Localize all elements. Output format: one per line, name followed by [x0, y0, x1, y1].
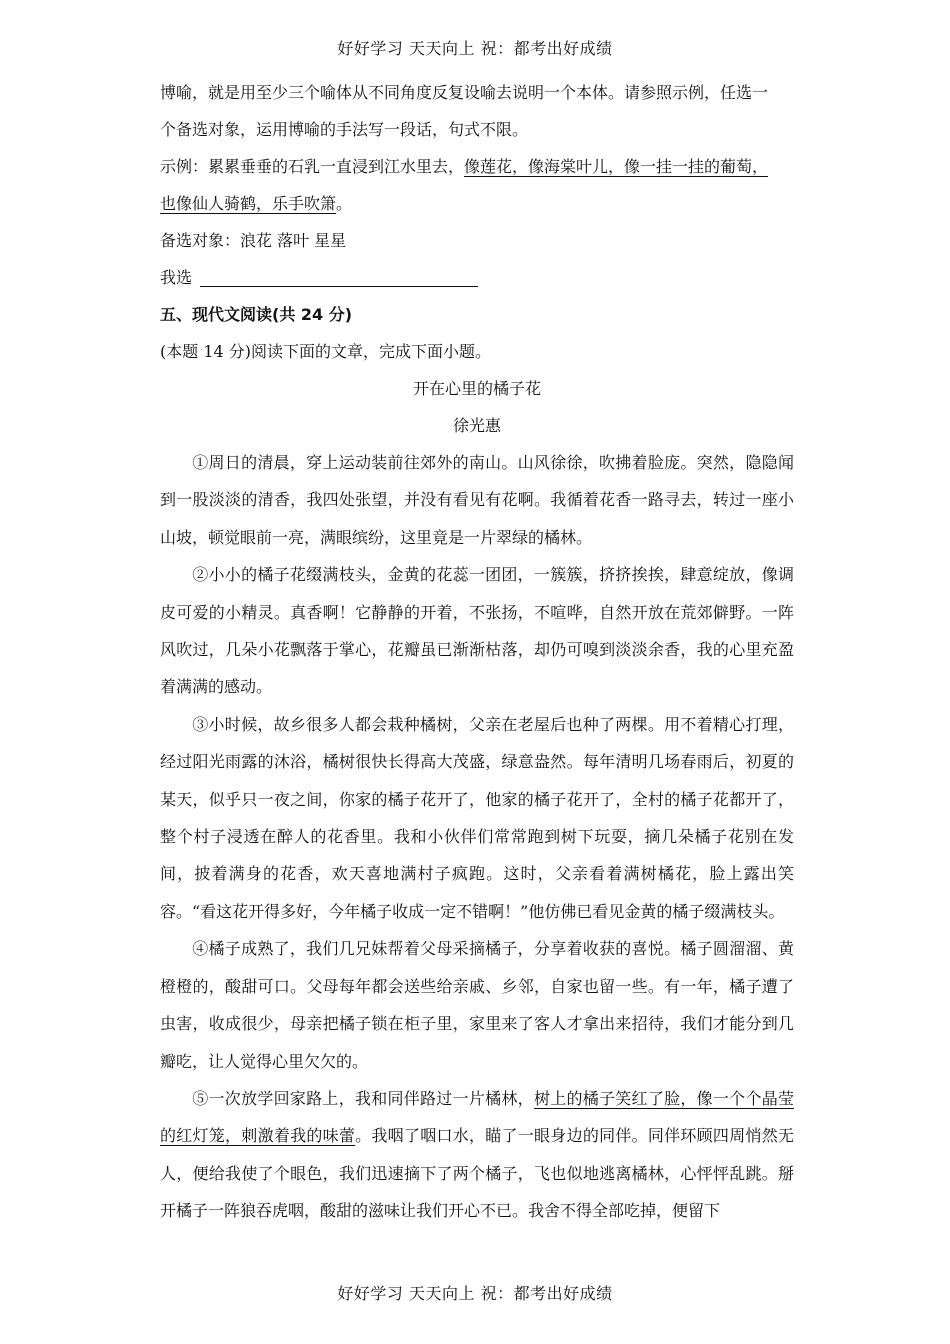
section-intro: (本题 14 分)阅读下面的文章，完成下面小题。 — [160, 342, 492, 361]
paragraph-3-text: ③小时候，故乡很多人都会栽种橘树，父亲在老屋后也种了两棵。用不着精心打理，经过阳光雨露的沐浴，橘树很快长得高大茂盛，绿意盎然。每年清明几场春雨后，初夏的某天，似乎只一夜之间，你家的橘子花开了，他家的橘子花开了，全村的橘子花都开了，整个村子浸透在醉人的花香里。我和小伙伴们常常跑到树下玩耍，摘几朵橘子花别在发间，披着满身的花香，欢天喜地满村子疯跑。这时，父亲看着满树橘花，脸上露出笑容。“看这花开得多好，今年橘子收成一定不错啊！”他仿佛已看见金黄的橘子缀满枝头。 — [160, 714, 794, 921]
page-header: 好好学习 天天向上 祝：都考出好成绩 — [337, 39, 613, 58]
article-title: 开在心里的橘子花 — [412, 379, 541, 398]
example-label: 示例：累累垂垂的石乳一直浸到江水里去， — [160, 157, 465, 176]
answer-label: 我选 — [160, 268, 193, 287]
answer-line — [160, 259, 794, 296]
paragraph-5 — [160, 1080, 794, 1230]
example-underlined-1: 像莲花，像海棠叶儿，像一挂一挂的葡萄， — [464, 157, 769, 176]
example-end: 。 — [336, 194, 353, 213]
paragraph-2 — [160, 556, 794, 706]
paragraph-5-underlined: 树上的橘子笑红了脸，像一个个晶莹的红灯笼，刺激着我的味蕾 — [160, 1088, 794, 1146]
page-footer: 好好学习 天天向上 祝：都考出好成绩 — [337, 1284, 613, 1303]
article-body — [160, 444, 794, 1230]
article-author: 徐光惠 — [452, 416, 501, 435]
paragraph-3 — [160, 706, 794, 930]
page-content — [160, 74, 794, 1230]
options-line: 备选对象：浪花 落叶 星星 — [160, 231, 347, 250]
section-title: 五、现代文阅读(共 24 分) — [160, 305, 353, 324]
paragraph-2-text: ②小小的橘子花缀满枝头，金黄的花蕊一团团，一簇簇，挤挤挨挨，肆意绽放，像调皮可爱的小精灵。真香啊！它静静的开着，不张扬，不喧哗，自然开放在荒郊僻野。一阵风吹过，几朵小花飘落于掌心，花瓣虽已渐渐枯落，却仍可嗅到淡淡余香，我的心里充盈着满满的感动。 — [160, 565, 794, 697]
paragraph-5-text-b: 。我咽了咽口水，瞄了一眼身边的同伴。同伴环顾四周悄然无人，便给我使了个眼色，我们迅速摘下了两个橘子，飞也似地逃离橘林，心怦怦乱跳。掰开橘子一阵狼吞虎咽，酸甜的滋味让我们开心不已。我舍不得全部吃掉，便留下 — [160, 1126, 794, 1221]
paragraph-4 — [160, 930, 794, 1080]
example-line-2 — [160, 185, 794, 222]
paragraph-4-text: ④橘子成熟了，我们几兄妹帮着父母采摘橘子，分享着收获的喜悦。橘子圆溜溜、黄橙橙的，酸甜可口。父母每年都会送些给亲戚、乡邻，自家也留一些。有一年，橘子遭了虫害，收成很少，母亲把橘子锁在柜子里，家里来了客人才拿出来招待，我们才能分到几瓣吃，让人觉得心里欠欠的。 — [160, 939, 794, 1071]
question-text-line-2: 个备选对象，运用博喻的手法写一段话，句式不限。 — [160, 120, 529, 139]
answer-blank[interactable] — [200, 268, 478, 287]
paragraph-5-text-a: ⑤一次放学回家路上，我和同伴路过一片橘林， — [192, 1088, 534, 1108]
paragraph-1 — [160, 444, 794, 556]
paragraph-1-text: ①周日的清晨，穿上运动装前往郊外的南山。山风徐徐，吹拂着脸庞。突然，隐隐闻到一股淡淡的清香，我四处张望，并没有看见有花啊。我循着花香一路寻去，转过一座小山坡，顿觉眼前一亮，满眼缤纷，这里竟是一片翠绿的橘林。 — [160, 453, 794, 547]
example-line-1 — [160, 148, 794, 185]
example-underlined-2: 也像仙人骑鹤，乐手吹箫 — [160, 194, 337, 213]
question-text-line-1: 博喻，就是用至少三个喻体从不同角度反复设喻去说明一个本体。请参照示例，任选一 — [160, 83, 769, 102]
